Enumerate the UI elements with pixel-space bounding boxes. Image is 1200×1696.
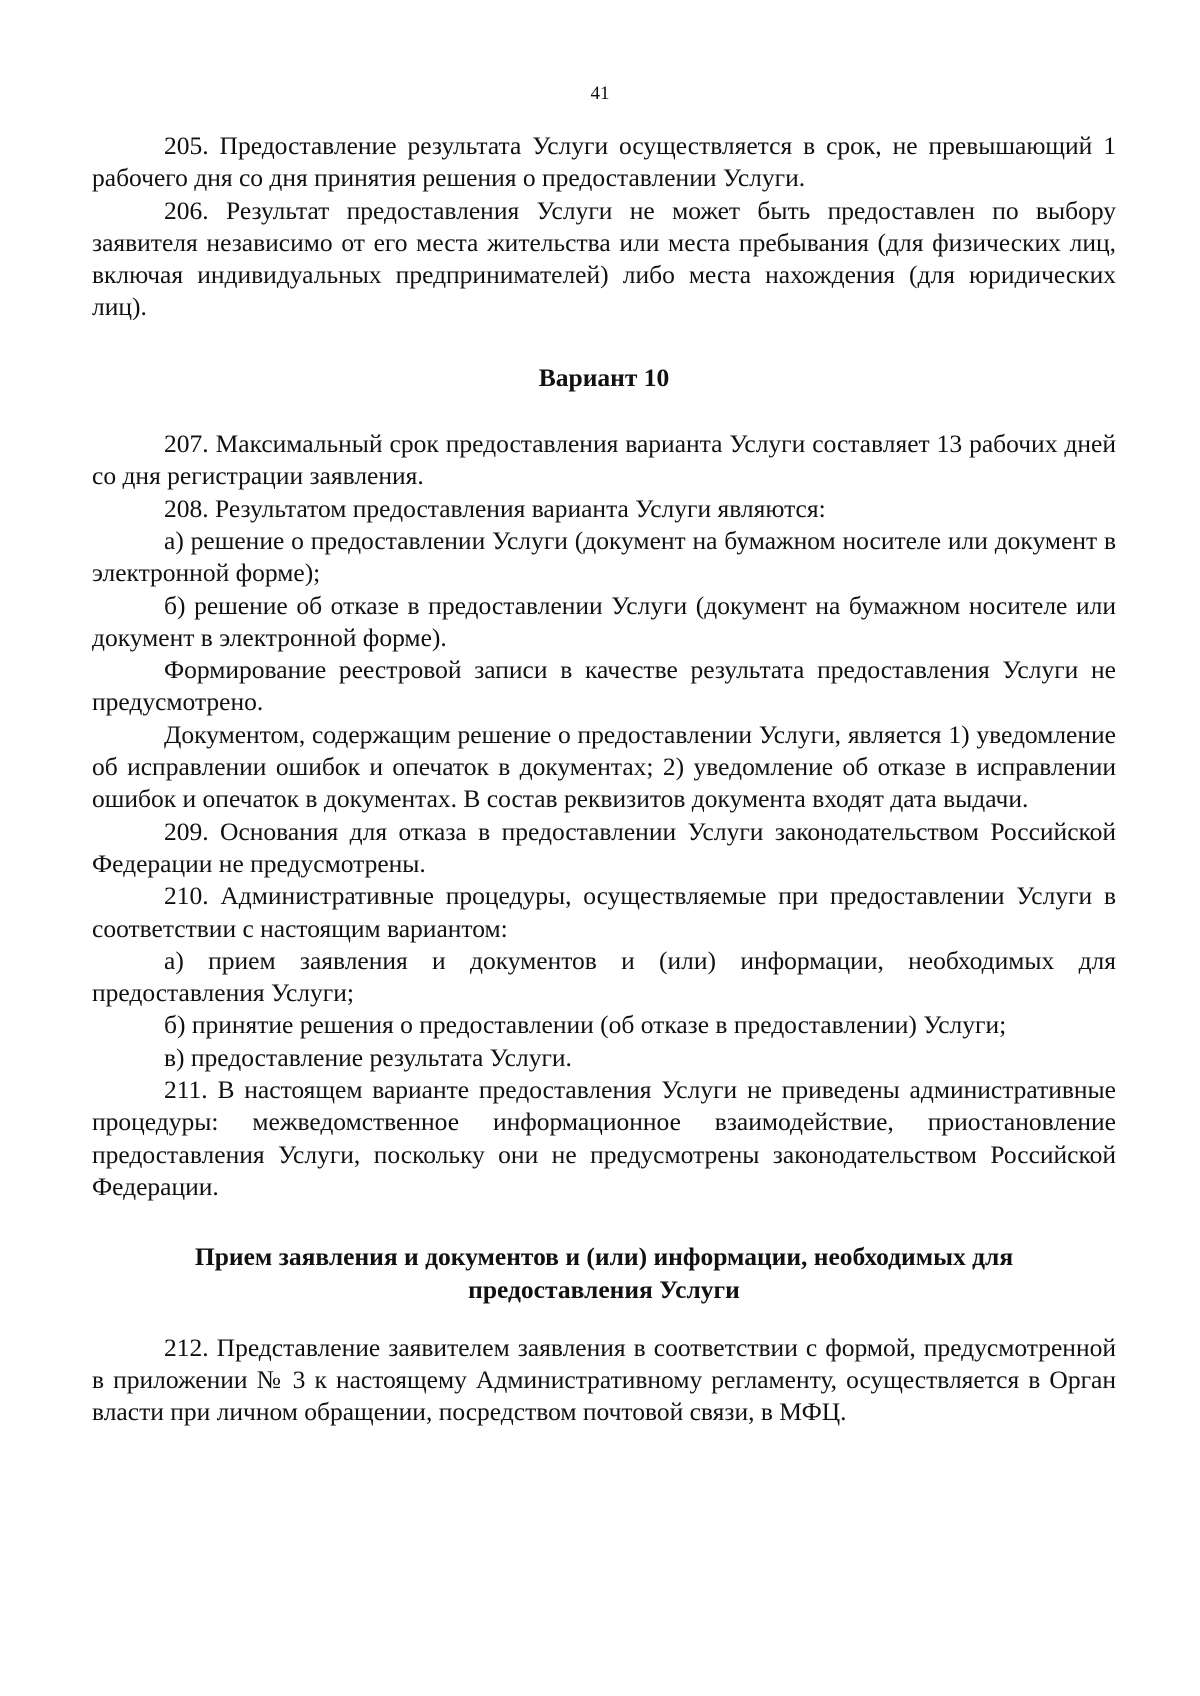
heading-line-2: предоставления Услуги bbox=[468, 1274, 740, 1304]
document-body bbox=[92, 130, 1116, 1429]
paragraph-result-document: Документом, содержащим решение о предоставлении Услуги, является 1) уведомление об исправлении ошибок и опечаток в документах; 2) уведомление об отказе в исправлении ошибок и опечаток в документах. В состав реквизитов документа входят дата выдачи. bbox=[92, 719, 1116, 814]
paragraph-212: 212. Представление заявителем заявления в соответствии с формой, предусмотренной в приложении № 3 к настоящему Административному регламенту, осуществляется в Орган власти при личном обращении, посредством почтовой связи, в МФЦ. bbox=[92, 1332, 1116, 1427]
paragraph-211: 211. В настоящем варианте предоставления Услуги не приведены административные процедуры: межведомственное информационное взаимодействие, приостановление предоставления Услуги, поскольку они не предусмотрены законодательством Российской Федерации. bbox=[92, 1075, 1116, 1201]
paragraph-210-b: б) принятие решения о предоставлении (об отказе в предоставлении) Услуги; bbox=[164, 1010, 1007, 1040]
paragraph-208-a: а) решение о предоставлении Услуги (документ на бумажном носителе или документ в электронной форме); bbox=[92, 525, 1116, 588]
paragraph-207: 207. Максимальный срок предоставления варианта Услуги составляет 13 рабочих дней со дня регистрации заявления. bbox=[92, 429, 1116, 491]
page-number: 41 bbox=[590, 83, 610, 104]
paragraph-206: 206. Результат предоставления Услуги не может быть предоставлен по выбору заявителя независимо от его места жительства или места пребывания (для физических лиц, включая индивидуальных предпринимателей) либо места нахождения (для юридических лиц). bbox=[92, 195, 1116, 322]
heading-line-1: Прием заявления и документов и (или) информации, необходимых для bbox=[194, 1242, 1014, 1272]
paragraph-208-b: б) решение об отказе в предоставлении Услуги (документ на бумажном носителе или документ в электронной форме). bbox=[92, 590, 1116, 652]
paragraph-registry-record: Формирование реестровой записи в качестве результата предоставления Услуги не предусмотрено. bbox=[92, 655, 1116, 717]
paragraph-208: 208. Результатом предоставления варианта Услуги являются: bbox=[164, 493, 826, 523]
paragraph-210-c: в) предоставление результата Услуги. bbox=[164, 1042, 572, 1072]
paragraph-209: 209. Основания для отказа в предоставлении Услуги законодательством Российской Федерации не предусмотрены. bbox=[92, 816, 1116, 878]
paragraph-210-a: а) прием заявления и документов и (или) информации, необходимых для предоставления Услуги; bbox=[92, 945, 1116, 1008]
section-heading-application-receipt bbox=[92, 1241, 1116, 1306]
section-heading-variant-10: Вариант 10 bbox=[538, 362, 670, 392]
paragraph-205: 205. Предоставление результата Услуги осуществляется в срок, не превышающий 1 рабочего дня со дня принятия решения о предоставлении Услуги. bbox=[92, 131, 1116, 193]
paragraph-210: 210. Административные процедуры, осуществляемые при предоставлении Услуги в соответствии с настоящим вариантом: bbox=[92, 881, 1116, 943]
